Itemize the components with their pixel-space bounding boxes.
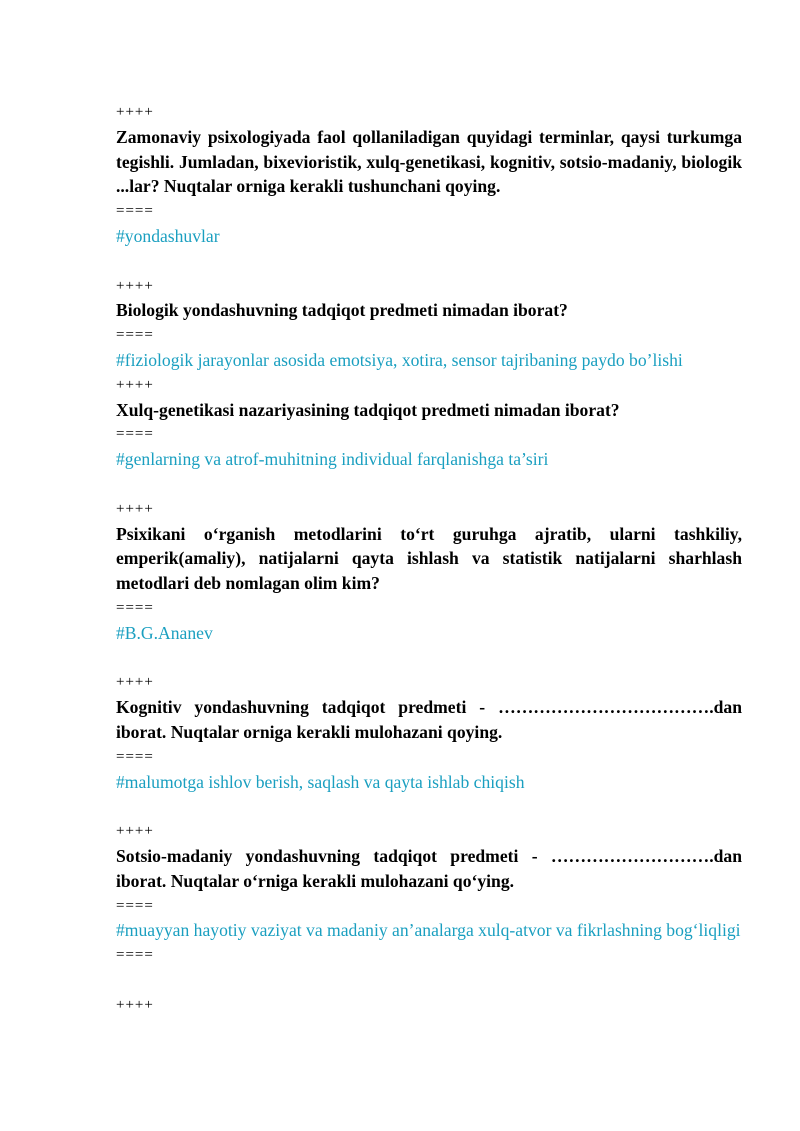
question-text: Sotsio-madaniy yondashuvning tadqiqot predmeti - ……………………….dan iborat. Nuqtalar o‘rniga kerakli mulohazani qo‘ying.: [116, 845, 742, 891]
question-start-marker: ++++: [116, 823, 154, 840]
spacer: [116, 794, 742, 819]
question-start-marker: ++++: [116, 277, 154, 294]
spacer: [116, 968, 742, 993]
question-text: Psixikani o‘rganish metodlarini to‘rt guruhga ajratib, ularni tashkiliy, emperik(amaliy), natijalarni qayta ishlash va statistik natijalarni sharhlash metodlari deb nomlagan olim kim?: [116, 523, 742, 594]
question-text: Xulq-genetikasi nazariyasining tadqiqot predmeti nimadan iborat?: [116, 399, 620, 420]
question-start-marker: ++++: [116, 376, 154, 393]
question-text: Kognitiv yondashuvning tadqiqot predmeti - ……………………………….dan iborat. Nuqtalar orniga kerakli mulohazani qoying.: [116, 697, 742, 742]
question-block: [116, 497, 742, 646]
spacer: [116, 249, 742, 274]
question-start-marker: ++++: [116, 104, 154, 120]
end-divider: ====: [116, 947, 154, 964]
answer-divider: ====: [116, 748, 154, 765]
answer-text: #B.G.Ananev: [116, 622, 213, 643]
question-block: [116, 670, 742, 794]
question-block: [116, 819, 742, 968]
question-block: [116, 100, 742, 249]
spacer: [116, 646, 742, 671]
answer-divider: ====: [116, 897, 154, 914]
question-start-marker: ++++: [116, 996, 154, 1013]
answer-divider: ====: [116, 599, 154, 616]
answer-text: #malumotga ishlov berish, saqlash va qayta ishlab chiqish: [116, 771, 525, 792]
answer-divider: ====: [116, 426, 154, 443]
question-text: Zamonaviy psixologiyada faol qollaniladigan quyidagi terminlar, qaysi turkumga tegishli. Jumladan, bixevioristik, xulq-genetikasi, kognitiv, sotsio-madaniy, biologik ...lar? Nuqtalar orniga kerakli tushunchani qoying.: [116, 126, 742, 197]
answer-text: #genlarning va atrof-muhitning individual farqlanishga ta’siri: [116, 449, 549, 470]
answer-divider: ====: [116, 203, 154, 220]
question-start-marker: ++++: [116, 674, 154, 691]
answer-text: #muayyan hayotiy vaziyat va madaniy an’analarga xulq-atvor va fikrlashning bog‘liqligi: [116, 920, 741, 941]
question-block: [116, 274, 742, 373]
spacer: [116, 472, 742, 497]
question-start-marker: ++++: [116, 500, 154, 517]
answer-text: #fiziologik jarayonlar asosida emotsiya, xotira, sensor tajribaning paydo bo’lishi: [116, 349, 683, 370]
answer-text: #yondashuvlar: [116, 225, 220, 246]
question-block: [116, 373, 742, 472]
question-text: Biologik yondashuvning tadqiqot predmeti nimadan iborat?: [116, 300, 568, 321]
answer-divider: ====: [116, 327, 154, 344]
document-page: [116, 100, 742, 1017]
